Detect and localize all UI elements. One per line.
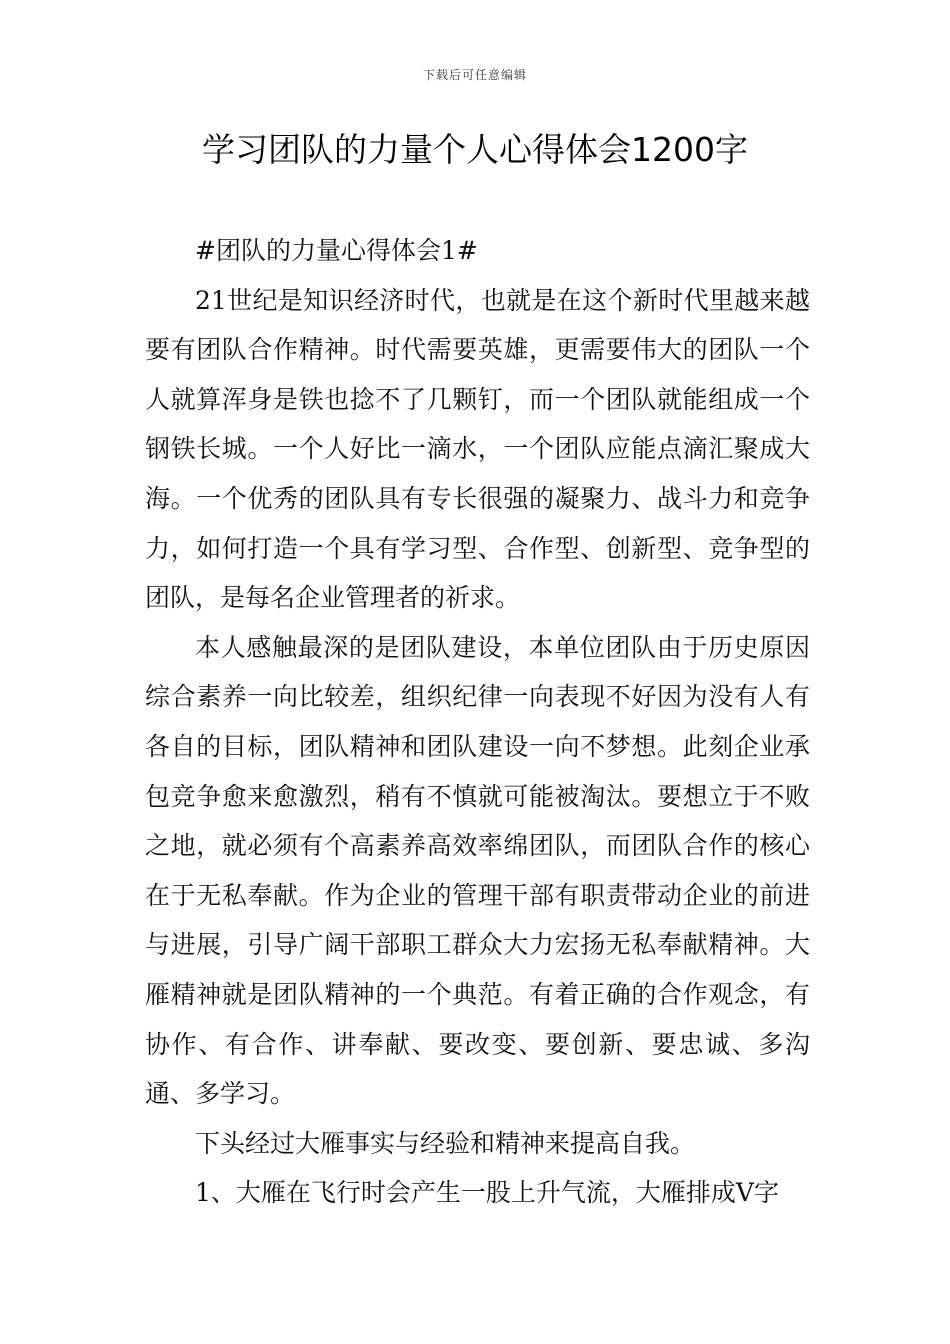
body-paragraph: 下头经过大雁事实与经验和精神来提高自我。 (195, 1128, 696, 1158)
document-body (145, 226, 810, 1218)
body-paragraph: 本人感触最深的是团队建设，本单位团队由于历史原因综合素养一向比较差，组织纪律一向表现不好因为没有人有各自的目标，团队精神和团队建设一向不梦想。此刻企业承包竞争愈来愈激烈，稍有不慎就可能被淘汰。要想立于不败之地，就必须有个高素养高效率绵团队，而团队合作的核心在于无私奉献。作为企业的管理干部有职责带动企业的前进与进展，引导广阔干部职工群众大力宏扬无私奉献精神。大雁精神就是团队精神的一个典范。有着正确的合作观念，有协作、有合作、讲奉献、要改变、要创新、要忠诚、多沟通、多学习。 (145, 632, 810, 1109)
document-title: 学习团队的力量个人心得体会1200字 (202, 130, 748, 169)
section-heading: #团队的力量心得体会1# (195, 236, 478, 265)
body-paragraph: 1、大雁在飞行时会产生一股上升气流，大雁排成V字 (195, 1178, 779, 1208)
page-header-note: 下载后可任意编辑 (422, 68, 527, 82)
body-paragraph: 21世纪是知识经济时代，也就是在这个新时代里越来越要有团队合作精神。时代需要英雄，更需要伟大的团队一个人就算浑身是铁也捻不了几颗钉，而一个团队就能组成一个钢铁长城。一个人好比一滴水，一个团队应能点滴汇聚成大海。一个优秀的团队具有专长很强的凝聚力、战斗力和竞争力，如何打造一个具有学习型、合作型、创新型、竞争型的团队，是每名企业管理者的祈求。 (145, 285, 810, 613)
